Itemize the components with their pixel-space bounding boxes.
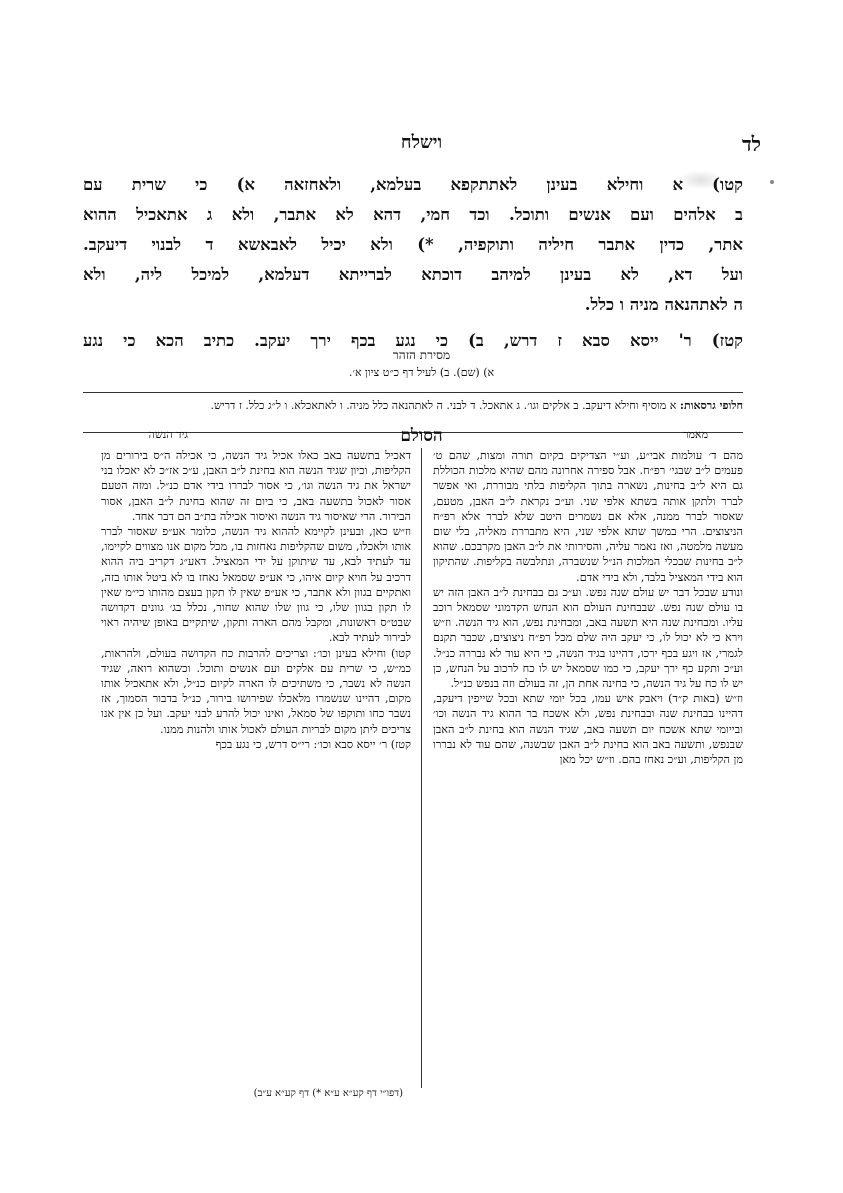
variant-readings-text: א מוסיף וחילא דיעקב. ב אלקים וגו׳. ג אתאכל. ד לבני. ה לאתהנאה כלל מניה. ו לאתאכלא. ו ל״ג כלל. ז דריש. xyxy=(210,399,677,412)
page-number: לד xyxy=(742,132,761,156)
left-column xyxy=(101,448,411,752)
mesirat-notes: א) (שם). ב) לעיל דף כ״ט ציון א׳. xyxy=(348,366,495,379)
zohar-line: קטז) ר' ייסא סבא ז דרש, ב) כי נגע בכף ירך יעקב. כתיב הכא כי נגע xyxy=(83,331,743,350)
running-header xyxy=(0,132,843,162)
right-column xyxy=(433,448,743,767)
zohar-line: קטו) א וחילא בעינן לאתתקפא בעלמא, ולאחזאה א) כי שרית עם xyxy=(83,175,743,194)
variant-readings xyxy=(83,398,743,414)
paragraph: קטז) ר׳ ייסא סבא וכו׳: רי״ס דרש, כי נגע בכף xyxy=(215,737,411,751)
footnote-text: (דפו״י דף קע״א ע״א *) דף קע״א ע״ב) xyxy=(253,1088,403,1099)
maamar-label: מאמר xyxy=(682,428,708,441)
speck xyxy=(770,180,774,184)
column-divider xyxy=(421,448,422,1088)
paragraph: וז״ש (באות ק״ד) ויאבק איש עמו, בכל יומי שתא ובכל שייפין דיעקב, דהיינו בבחינת שנה ובבחינת נפש, ולא אשכח בר ההוא גיד הנשה וכו׳ ובייומי שתא אשכח יום תשעה באב, שגיד הנשה הוא בחינת ל״ב האבן שבנפש, ותשעה באב הוא בחינת ל״ב האבן שבשנה, שהם עוד לא נבררו מן הקליפות, וע״כ נאחז בהם. וז״ש יכל מאן xyxy=(433,692,743,767)
zohar-line: ה לאתהנאה מניה ו כלל. xyxy=(584,295,743,314)
column-heads xyxy=(0,428,843,448)
divider-line xyxy=(83,392,743,393)
paragraph: דאכיל בתשעה באב כאלו אכיל גיד הנשה, כי אכילה ה״ס בירורים מן הקליפות, וכיון שגיד הנשה הוא בחינת ל״ב האבן, ע״כ אז״כ לא יאכלו בני ישראל את גיד הנשה וגו׳, כי אסור לבררו בידי אדם כנ״ל. ומזה הטעם אסור לאכול בתשעה באב, כי ביום זה שהוא בחינת ל״ב האבן, אסור הבירור. הרי שאיסור גיד הנשה ואיסור אכילה בת״ב הם דבר אחד. xyxy=(101,449,411,523)
gid-label: גיד הנשה xyxy=(148,428,188,441)
variant-readings-label: חלופי גרסאות: xyxy=(679,399,743,412)
zohar-text-block xyxy=(83,170,743,356)
paragraph: מהם ד׳ עולמות אבי״ע, וע״י הצדיקים בקיום תורה ומצות, שהם ט׳ פעמים ל״ב שבגי׳ רפ״ח. אבל ספירה אחרונה מהם שהיא מלכות הכוללת גם היא ל״ב בחינות, נשארה בתוך הקליפות בלתי מבוררת, ואי אפשר לברר ולתקן אותה בשתא אלפי שני. וע״כ נקראת ל״ב האבן, מטעם, שאסור לברר ממנה, אלא אם נשמרים היטב שלא לברר אלא רפ״ח הניצוצים. הרי במשך שתא אלפי שני, היא מתבררת מאליה, בלי שום מעשה מלמטה, ואז נאמר עליה, והסירותי את ל״ב האבן מקרבכם. שהוא ל״ב בחינות שבכלי המלכות הנ״ל שנשברה, ונתלבשה בקליפות. שהתיקון הוא בידי המאציל בלבד, ולא בידי אדם. xyxy=(433,449,743,584)
parsha-title: וישלח xyxy=(400,132,443,153)
zohar-line: אתר, כדין אתבר חיליה ותוקפיה, *) ולא יכיל לאבאשא ד לבנוי דיעקב. xyxy=(83,235,743,254)
paragraph: וז״ש כאן, ובעינן לקיימא לההוא גיד הנשה, כלומר אע״פ שאסור לברר אותו ולאכלו, משום שהקליפות נאחזות בו, מכל מקום אנו מצווים לקיימו, עד לעתיד לבא, עד שיתוקן על ידי המאציל. דאע״ג דקריב ביה ההוא דרכיב על חויא קיום איהו, כי אע״פ שסמאל נאחז בו לא ביטל אותו בזה, ואתקיים בגוון ולא אתבר, כי אע״פ שאין לו תקון בעצם מהותו כי״מ שאין לו תקון בגוון שלו, כי גוון שלו שהוא שחור, נכלל בג׳ גוונים דקדושה שבט״ס ראשונות, ומקבל מהם הארה ותקון, שיתקיים באופן שיהיה ראוי לבירור לעתיד לבא. xyxy=(101,525,411,645)
zohar-line: ב אלהים ועם אנשים ותוכל. וכד חמי, דהא לא אתבר, ולא ג אתאכיל ההוא xyxy=(83,205,743,224)
zohar-line: ועל דא, לא בעינן למיהב דוכתא לברייתא דעלמא, למיכל ליה, ולא xyxy=(83,265,743,284)
paragraph: קטו) וחילא בעינן וכו׳: וצריכים להרבות כח הקדושה בעולם, ולהראות, כמ״ש, כי שרית עם אלקים ועם אנשים ותוכל. וכשהוא רואה, שגיד הנשה לא נשבר, כי משתיכים לו הארה לקיום כנ״ל, ולא אתאכיל אותו מקום, דהיינו שנשמרו מלאכלו שפירושו בירור, כנ״ל בדבור הסמוך, אז נשבר כחו ותוקפו של סמאל, ואינו יכול להרע לבני יעקב. ועל כן אין אנו צריכים ליתן מקום לבריות העולם לאכול אותו ולהנות ממנו. xyxy=(101,646,411,736)
sulam-title: הסולם xyxy=(400,426,443,446)
mesirat-title: מסירת הזהר xyxy=(392,348,451,362)
paragraph: ונודע שבכל דבר יש עולם שנה נפש. וע״כ גם בבחינת ל״ב האבן הזה יש בו עולם שנה נפש. שבבחינת העולם הוא הנחש הקדמוני שסמאל רוכב עליו. ומבחינת שנה היא תשעה באב, ומבחינת נפש, הוא גיד הנשה. וז״ש וירא כי לא יכול לו, כי יעקב היה שלם מכל רפ״ח ניצוצים, שכבר תקנם לגמרי, אז ויגע בכף ירכו, דהיינו בגיד הנשה, כי היא עוד לא נבררה כנ״ל. וע״כ ותקע כף ירך יעקב, כי כמו שסמאל יש לו כח לרכוב על הנחש, כן יש לו כח על גיד הנשה, כי בחינה אחת הן, זה בעולם וזה בנפש כנ״ל. xyxy=(433,585,743,691)
